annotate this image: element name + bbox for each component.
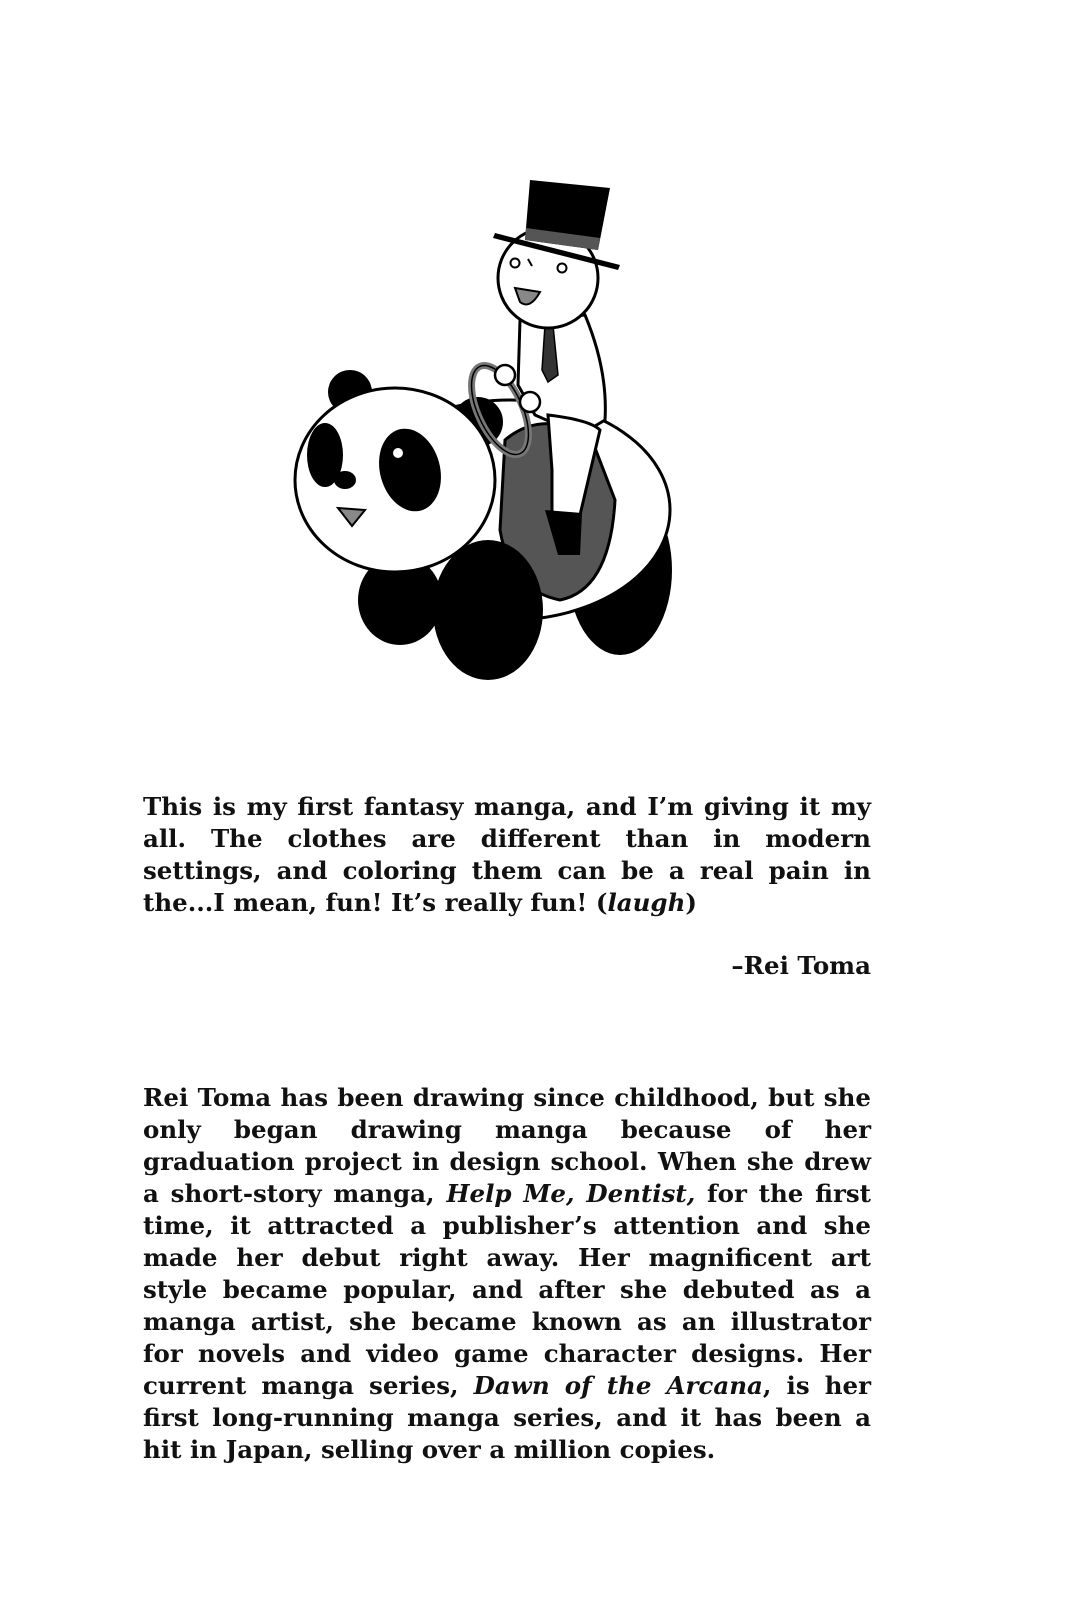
rider-hand-right [520, 392, 540, 412]
author-bio [143, 1082, 871, 1466]
bio-text-3: , is her first long-running manga series, and it has been a hit in Japan, selling over a million copies. [143, 1371, 872, 1464]
panda-nose [334, 471, 356, 489]
comment-text-end: ) [685, 888, 697, 917]
author-signature: –Rei Toma [731, 951, 871, 980]
bio-text-2: for the first time, it attracted a publisher’s attention and she made her debut right away. Her magnificent art style became popular, and after she debuted as a manga artist, she became known as an illustrator for novels and video game character designs. Her current manga series, [143, 1179, 871, 1400]
panda-eye-shine [393, 448, 403, 458]
panda-front-leg-right [433, 540, 543, 680]
comment-text: This is my first fantasy manga, and I’m giving it my all. The clothes are different than in modern settings, and coloring them can be a real pain in the...I mean, fun! It’s really fun! ( [143, 792, 871, 917]
bio-text-1: Rei Toma has been drawing since childhood, but she only began drawing manga because of her graduation project in design school. When she drew a short-story manga, [143, 1083, 871, 1208]
rider-hand-left [495, 365, 515, 385]
bio-title-help-me-dentist: Help Me, Dentist, [446, 1179, 696, 1208]
panda-rider-illustration [290, 170, 690, 690]
bio-title-dawn-of-the-arcana: Dawn of the Arcana [473, 1371, 763, 1400]
author-comment [143, 791, 871, 919]
comment-laugh: laugh [607, 888, 686, 917]
